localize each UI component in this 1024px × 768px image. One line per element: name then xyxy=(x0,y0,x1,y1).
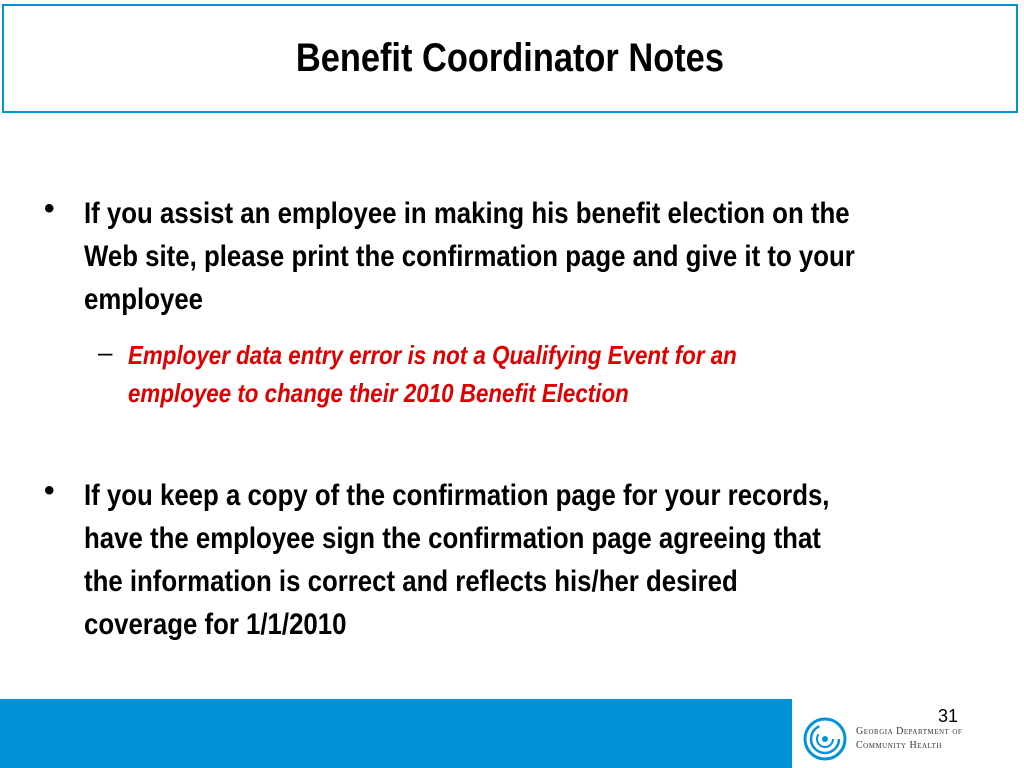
footer-bar xyxy=(0,699,829,768)
logo-line-2: Community Health xyxy=(856,740,942,751)
dch-circle-logo-icon xyxy=(802,716,848,762)
dch-logo xyxy=(802,716,1012,762)
page-number: 31 xyxy=(938,706,959,726)
sub-bullet-marker: – xyxy=(98,337,113,367)
sub-bullet-text: Employer data entry error is not a Qualifying Event for an employee to change their 2010 Benefit Election xyxy=(128,340,737,408)
slide-title: Benefit Coordinator Notes xyxy=(295,36,725,80)
logo-text xyxy=(856,725,962,753)
bullet-marker-1: • xyxy=(44,192,55,225)
logo-line-1: Georgia Department of xyxy=(856,726,963,737)
bullet-marker-2: • xyxy=(44,474,55,507)
bullet-1-text: If you assist an employee in making his benefit election on the Web site, please print the confirmation page and give it to your employee xyxy=(84,197,855,316)
bullet-2-text: If you keep a copy of the confirmation page for your records, have the employee sign the confirmation page agreeing that the information is correct and reflects his/her desired coverage for 1/1/2010 xyxy=(84,479,830,641)
